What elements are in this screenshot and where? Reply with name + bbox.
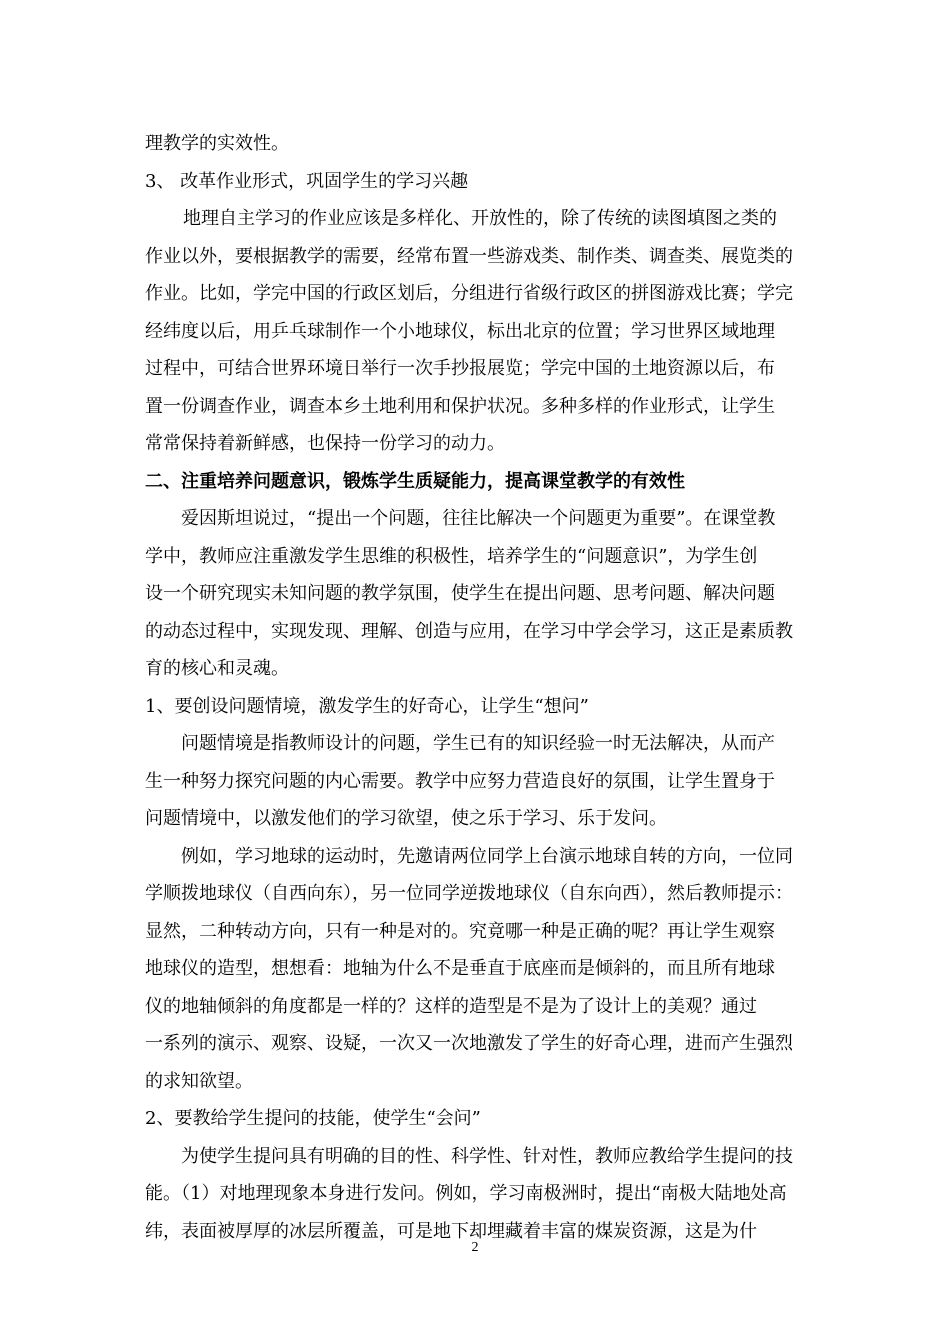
paragraph-line: 学顺拨地球仪（自西向东），另一位同学逆拨地球仪（自东向西），然后教师提示：	[145, 883, 793, 904]
subheading-2: 2、要教给学生提问的技能，使学生“会问”	[145, 1108, 481, 1129]
paragraph-line: 经纬度以后，用乒乓球制作一个小地球仪，标出北京的位置；学习世界区域地理	[145, 320, 775, 342]
paragraph-line: 例如，学习地球的运动时，先邀请两位同学上台演示地球自转的方向，一位同	[181, 845, 793, 867]
paragraph-line: 能。（1）对地理现象本身进行发问。例如，学习南极洲时，提出“南极大陆地处高	[145, 1183, 787, 1204]
section-heading-2: 二、注重培养问题意识，锻炼学生质疑能力，提高课堂教学的有效性	[145, 470, 685, 492]
paragraph-line: 地理自主学习的作业应该是多样化、开放性的，除了传统的读图填图之类的	[183, 208, 777, 229]
paragraph-line: 育的核心和灵魂。	[145, 658, 289, 679]
paragraph-line: 地球仪的造型，想想看：地轴为什么不是垂直于底座而是倾斜的，而且所有地球	[145, 958, 775, 979]
paragraph-line: 爱因斯坦说过，“提出一个问题，往往比解决一个问题更为重要”。在课堂教	[181, 508, 776, 529]
paragraph-line: 仪的地轴倾斜的角度都是一样的？这样的造型是不是为了设计上的美观？通过	[145, 995, 757, 1017]
paragraph-line: 生一种努力探究问题的内心需要。教学中应努力营造良好的氛围，让学生置身于	[145, 770, 775, 792]
subheading-3: 3、 改革作业形式，巩固学生的学习兴趣	[145, 170, 469, 192]
paragraph-line: 的动态过程中，实现发现、理解、创造与应用，在学习中学会学习，这正是素质教	[145, 620, 793, 642]
paragraph-line: 常常保持着新鲜感，也保持一份学习的动力。	[145, 433, 505, 454]
document-body	[145, 125, 810, 1250]
page-number: 2	[471, 1240, 479, 1255]
paragraph-line: 问题情境是指教师设计的问题，学生已有的知识经验一时无法解决，从而产	[181, 733, 775, 754]
paragraph-line: 设一个研究现实未知问题的教学氛围，使学生在提出问题、思考问题、解决问题	[145, 583, 775, 604]
paragraph-line: 过程中，可结合世界环境日举行一次手抄报展览；学完中国的土地资源以后，布	[145, 358, 775, 379]
paragraph-line: 的求知欲望。	[145, 1070, 253, 1092]
paragraph-line: 问题情境中，以激发他们的学习欲望，使之乐于学习、乐于发问。	[145, 808, 667, 829]
paragraph-line: 学中，教师应注重激发学生思维的积极性，培养学生的“问题意识”，为学生创	[145, 545, 758, 567]
paragraph-line: 一系列的演示、观察、设疑，一次又一次地激发了学生的好奇心理，进而产生强烈	[145, 1033, 793, 1054]
paragraph-line: 显然，二种转动方向，只有一种是对的。究竟哪一种是正确的呢？再让学生观察	[145, 920, 775, 942]
paragraph-line: 纬，表面被厚厚的冰层所覆盖，可是地下却埋藏着丰富的煤炭资源，这是为什	[145, 1220, 757, 1242]
paragraph-line: 作业。比如，学完中国的行政区划后，分组进行省级行政区的拼图游戏比赛；学完	[145, 283, 793, 304]
subheading-1: 1、要创设问题情境，激发学生的好奇心，让学生“想问”	[145, 695, 589, 717]
paragraph-line: 为使学生提问具有明确的目的性、科学性、针对性，教师应教给学生提问的技	[181, 1145, 793, 1167]
paragraph-line: 作业以外，要根据教学的需要，经常布置一些游戏类、制作类、调查类、展览类的	[145, 245, 793, 267]
paragraph-line: 置一份调查作业，调查本乡土地利用和保护状况。多种多样的作业形式，让学生	[145, 395, 775, 417]
text-line: 理教学的实效性。	[145, 133, 289, 154]
